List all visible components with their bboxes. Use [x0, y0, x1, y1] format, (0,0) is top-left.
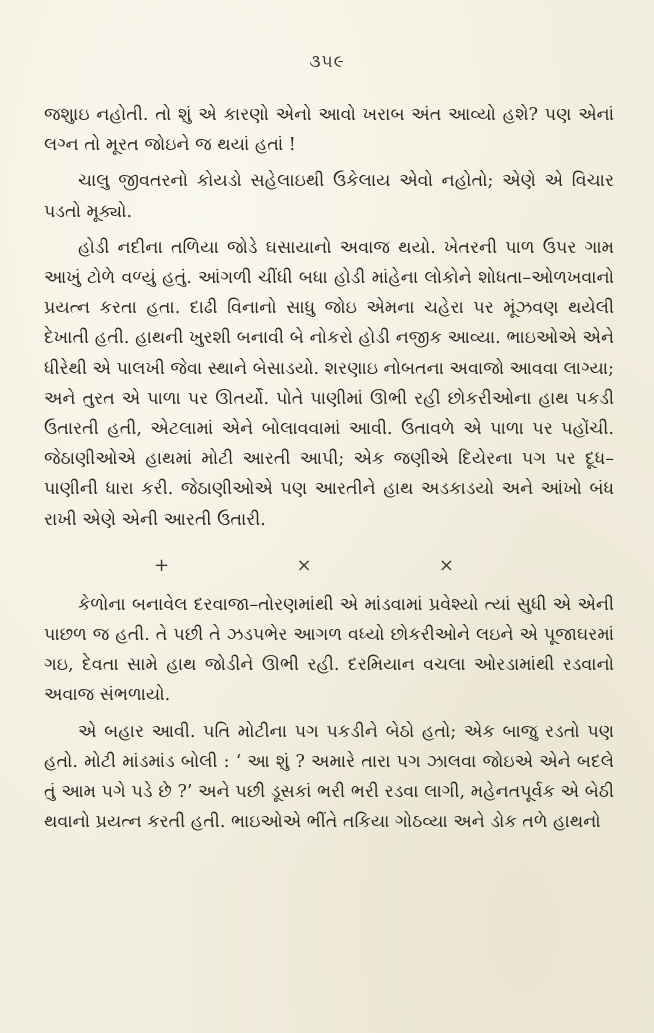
paragraph-2: ચાલુ જીવતરનો કોયડો સહેલાઇથી ઉકેલાય એવો નહોતો; એણે એ વિચાર પડતો મૂક્યો.	[44, 171, 614, 222]
paragraph-5: એ બહાર આવી. પતિ મોટીના પગ પકડીને બેઠો હતો; એક બાજુ રડતો પણ હતો. મોટી માંડમાંડ બોલી : ‘ આ શું ? અમારે તારા પગ ઝાલવા જોઇએ એને બદલે તું આમ પગે પડે છે ?’ અને પછી ડૂસકાં ભરી ભરી રડવા લાગી, મહેનતપૂર્વક એ બેઠી થવાનો પ્રયત્ન કરતી હતી. ભાઇઓએ ભીંતે તકિયા ગોઠવ્યા અને ડોક તળે હાથનો	[44, 721, 614, 833]
page-body	[44, 100, 614, 837]
paragraph-4: કેળોના બનાવેલ દરવાજા–તોરણમાંથી એ માંડવામાં પ્રવેશ્યો ત્યાં સુધી એ એની પાછળ જ હતી. તે પછી તે ઝડપભેર આગળ વધ્યો છોકરીઓને લઇને એ પૂજાઘરમાં ગઇ, દેવતા સામે હાથ જોડીને ઊભી રહી. દરમિયાન વચલા ઓરડામાંથી રડવાનો અવાજ સંભળાયો.	[44, 594, 614, 706]
paragraph-3: હોડી નદીના તળિયા જોડે ઘસાયાનો અવાજ થયો. ખેતરની પાળ ઉપર ગામ આખું ટોળે વળ્યું હતું. આંગળી ચીંધી બધા હોડી માંહેના લોકોને શોધતા–ઓળખવાનો પ્રયત્ન કરતા હતા. દાઢી વિનાનો સાધુ જોઇ એમના ચહેરા પર મૂંઝવણ થયેલી દેખાતી હતી. હાથની ખુરશી બનાવી બે નોકરો હોડી નજીક આવ્યા. ભાઇઓએ એને ધીરેથી એ પાલખી જેવા સ્થાને બેસાડયો. શરણાઇ નોબતના અવાજો આવવા લાગ્યા; અને તુરત એ પાળા પર ઊતર્યો. પોતે પાણીમાં ઊભી રહી છોકરીઓના હાથ પકડી ઉતારતી હતી, એટલામાં એને બોલાવવામાં આવી. ઉતાવળે એ પાળા પર પહોંચી. જેઠાણીઓએ હાથમાં મોટી આરતી આપી; એક જણીએ દિયેરના પગ પર દૂધ–પાણીની ધારા કરી. જેઠાણીઓએ પણ આરતીને હાથ અડકાડયો અને આંખો બંધ રાખી એણે એની આરતી ઉતારી.	[44, 237, 614, 530]
paragraph-1: જશુાઇ નહોતી. તો શું એ કારણો એનો આવો ખરાબ અંત આવ્યો હશે? પણ એનાં લગ્ન તો મૂરત જોઇને જ થયાં હતાં !	[44, 105, 615, 156]
page-number: ૩૫૯	[309, 52, 345, 72]
separator-plus: +	[154, 554, 170, 576]
section-separator	[154, 555, 454, 576]
separator-cross-1: ×	[296, 554, 312, 576]
separator-cross-2: ×	[438, 554, 454, 576]
